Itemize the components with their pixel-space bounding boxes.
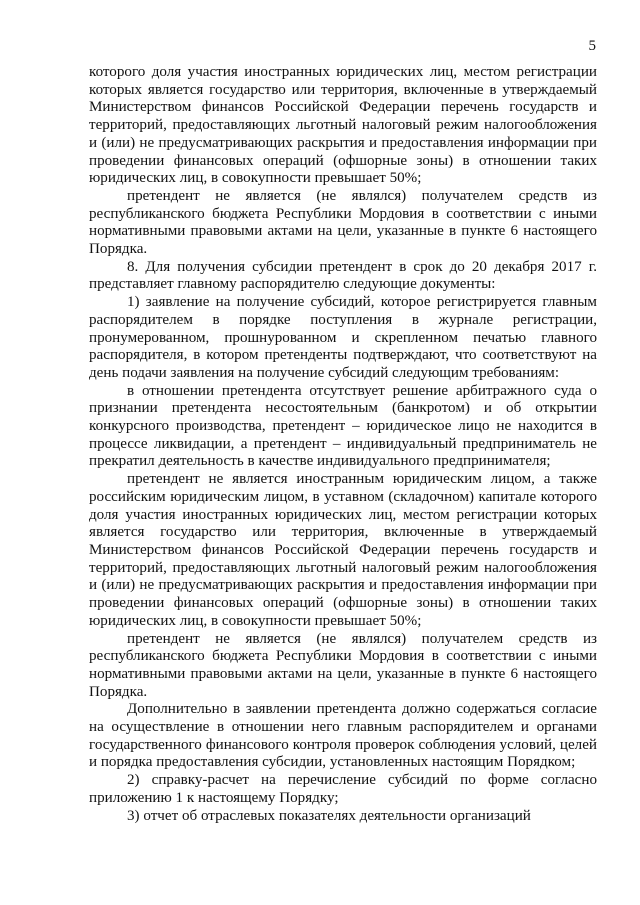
paragraph: 1) заявление на получение субсидий, которое регистрируется главным распорядителем в порядке поступления в журнале регистрации, пронумерованном, прошнурованном и скрепленном печатью главного распорядителя, в котором претенденты подтверждают, что соответствуют на день подачи заявления на получение субсидий следующим требованиям: xyxy=(89,294,597,381)
paragraph: 8. Для получения субсидии претендент в срок до 20 декабря 2017 г. представляет главному распорядителю следующие документы: xyxy=(89,258,597,293)
paragraph: 2) справку-расчет на перечисление субсидий по форме согласно приложению 1 к настоящему Порядку; xyxy=(89,772,597,806)
document-body xyxy=(89,64,597,825)
paragraph: которого доля участия иностранных юридических лиц, местом регистрации которых является государство или территория, включенные в утверждаемый Министерством финансов Российской Федерации перечень государств и территорий, предоставляющих льготный налоговый режим налогообложения и (или) не предусматривающих раскрытия и предоставления информации при проведении финансовых операций (офшорные зоны) в отношении таких юридических лиц, в совокупности превышает 50%; xyxy=(89,64,597,187)
paragraph: в отношении претендента отсутствует решение арбитражного суда о признании претендента несостоятельным (банкротом) и об открытии конкурсного производства, претендент – юридическое лицо не находится в процессе ликвидации, а претендент – индивидуальный предприниматель не прекратил деятельность в качестве индивидуального предпринимателя; xyxy=(89,382,597,470)
paragraph: Дополнительно в заявлении претендента должно содержаться согласие на осуществление в отношении него главным распорядителем и органами государственного финансового контроля проверок соблюдения условий, целей и порядка предоставления субсидии, установленных настоящим Порядком; xyxy=(89,701,597,771)
paragraph: 3) отчет об отраслевых показателях деятельности организаций xyxy=(127,807,531,824)
paragraph: претендент не является (не являлся) получателем средств из республиканского бюджета Республики Мордовия в соответствии с иными нормативными правовыми актами на цели, указанные в пункте 6 настоящего Порядка. xyxy=(89,630,597,700)
paragraph: претендент не является (не являлся) получателем средств из республиканского бюджета Республики Мордовия в соответствии с иными нормативными правовыми актами на цели, указанные в пункте 6 настоящего Порядка. xyxy=(89,187,597,258)
page-number: 5 xyxy=(588,38,596,54)
paragraph: претендент не является иностранным юридическим лицом, а также российским юридическим лицом, в уставном (складочном) капитале которого доля участия иностранных юридических лиц, местом регистрации которых является государство или территория, включенные в утверждаемый Министерством финансов Российской Федерации перечень государств и территорий, предоставляющих льготный налоговый режим налогообложения и (или) не предусматривающих раскрытия и предоставления информации при проведении финансовых операций (офшорные зоны) в отношении таких юридических лиц, в совокупности превышает 50%; xyxy=(89,471,597,629)
